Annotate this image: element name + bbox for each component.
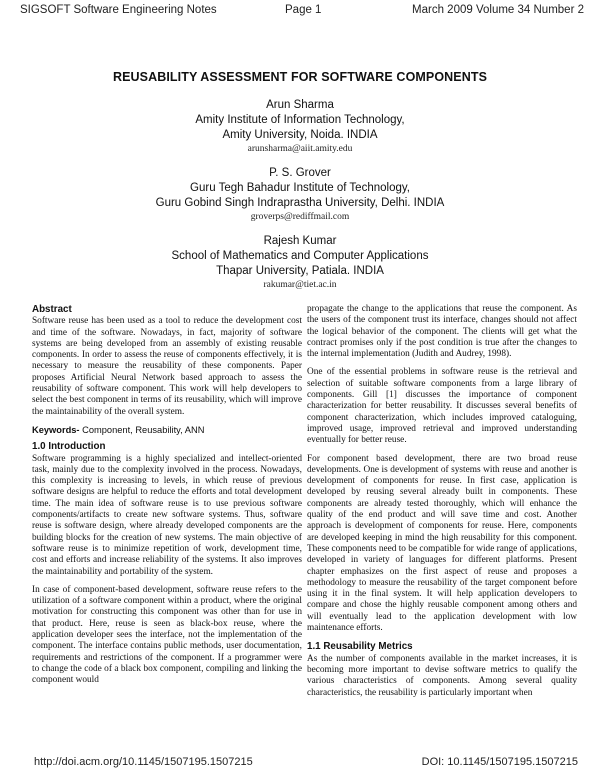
introduction-heading: 1.0 Introduction [32,441,106,453]
author-name: Rajesh Kumar [263,235,337,247]
author-affiliation-line: Amity Institute of Information Technology, [195,114,405,126]
right-paragraph-4: As the number of components available in the market increases, it is becoming more important to devise software metrics to qualify the various characteristics of components. Among several quality characteristics, the reusability is particularly important when [307,653,577,698]
reusability-metrics-heading: 1.1 Reusability Metrics [307,641,413,653]
page-number: Page 1 [285,4,322,16]
author-email[interactable]: rakumar@tiet.ac.in [263,280,337,290]
paper-title: REUSABILITY ASSESSMENT FOR SOFTWARE COMPONENTS [112,70,488,84]
author-2 [0,166,600,223]
keywords-text: Component, Reusability, ANN [79,424,205,435]
journal-name: SIGSOFT Software Engineering Notes [20,4,217,16]
right-column [307,304,577,706]
author-affiliation-line: Guru Tegh Bahadur Institute of Technology, [190,182,410,194]
author-affiliation-line: Thapar University, Patiala. INDIA [216,265,384,277]
abstract-heading: Abstract [32,304,72,315]
author-name: P. S. Grover [269,167,331,179]
right-paragraph-3: For component based development, there are two broad reuse developments. One is development of systems with reuse and another is development of components for reuse. In first case, application is developed by reusing several already built in components. These components are already tested thoroughly, which will enhance the quality of the end product and will save time and cost. Another approach is development of components for reuse. Here, components are developed keeping in mind the high reusability for this component. These components need to be compatible for wide range of applications, developed in variety of languages for different platforms. Present chapter emphasizes on the first aspect of reuse and proposes a methodology to measure the reusability of the target component before using it in the final system. It will help application developers to compare and chose the highly reusable component among others and will eventually lead to the application development with low maintenance efforts. [307,453,577,634]
right-paragraph-1: propagate the change to the applications that reuse the component. As the users of the component trust its interface, changes should not affect the logical behavior of the component. The clients will get what the contract promises only if the post condition is true after the changes to the internal implementation (Judith and Audrey, 1998). [307,304,577,360]
author-affiliation-line: School of Mathematics and Computer Applications [171,250,429,262]
intro-paragraph-1: Software programming is a highly specialized and intellect-oriented task, mainly due to the complexity involved in the process. Nowadays, this complexity is increasing to levels, in which reuse of previous software designs are helpful to reduce the efforts and total development time. The main idea of software reuse is to use previous software components/artifacts to create new software systems. Thus, software reuse is software design, where already developed components are the building blocks for the creation of new systems. The main objective of software reuse is to minimize repetition of work, development time, cost and efforts and increase reliability of the systems. It also improves the maintainability and portability of the system. [32,453,302,577]
doi-url-link[interactable]: http://doi.acm.org/10.1145/1507195.1507215 [34,756,253,768]
issue-info: March 2009 Volume 34 Number 2 [412,4,584,16]
author-3 [0,234,600,291]
page-footer [34,756,578,770]
author-name: Arun Sharma [266,99,334,111]
abstract-text: Software reuse has been used as a tool to reduce the development cost and time of the software. Nowadays, in fact, majority of software systems are being developed from an assembly of existing reusable components. In order to assess the reuse of components effectively, it is necessary to measure the reusability of these components. Paper proposes Artificial Neural Network based approach to assess the reusability of software component. This work will help developers to select the best component in terms of its reusability, which will improve the maintainability of the overall system. [32,316,302,417]
right-paragraph-2: One of the essential problems in software reuse is the retrieval and selection of suitable software components from a large library of components. Gill [1] discusses the importance of component characterization for better reusability. It discusses several benefits of component characterization, which includes improved cataloguing, improved usage, improved retrieval and improved understanding eventually for better reuse. [307,367,577,446]
left-column [32,304,302,694]
intro-paragraph-2: In case of component-based development, software reuse refers to the utilization of a software component within a product, where the original motivation for constructing this component was other than for use in that product. Here, reuse is seen as black-box reuse, where the application developer sees the interface, not the implementation of the component. The interface contains public methods, user documentation, requirements and restrictions of the component. If a programmer were to change the code of a black box component, compiling and linking the component would [32,584,302,686]
author-block [0,98,600,302]
running-header [20,4,584,20]
author-email[interactable]: groverps@rediffmail.com [250,212,350,222]
author-1 [0,98,600,155]
keywords-label: Keywords- [32,424,80,435]
doi-text: DOI: 10.1145/1507195.1507215 [421,756,578,768]
keywords [32,425,302,436]
author-affiliation-line: Amity University, Noida. INDIA [222,129,378,141]
author-affiliation-line: Guru Gobind Singh Indraprastha University, Delhi. INDIA [155,197,445,209]
author-email[interactable]: arunsharma@aiit.amity.edu [247,144,353,154]
